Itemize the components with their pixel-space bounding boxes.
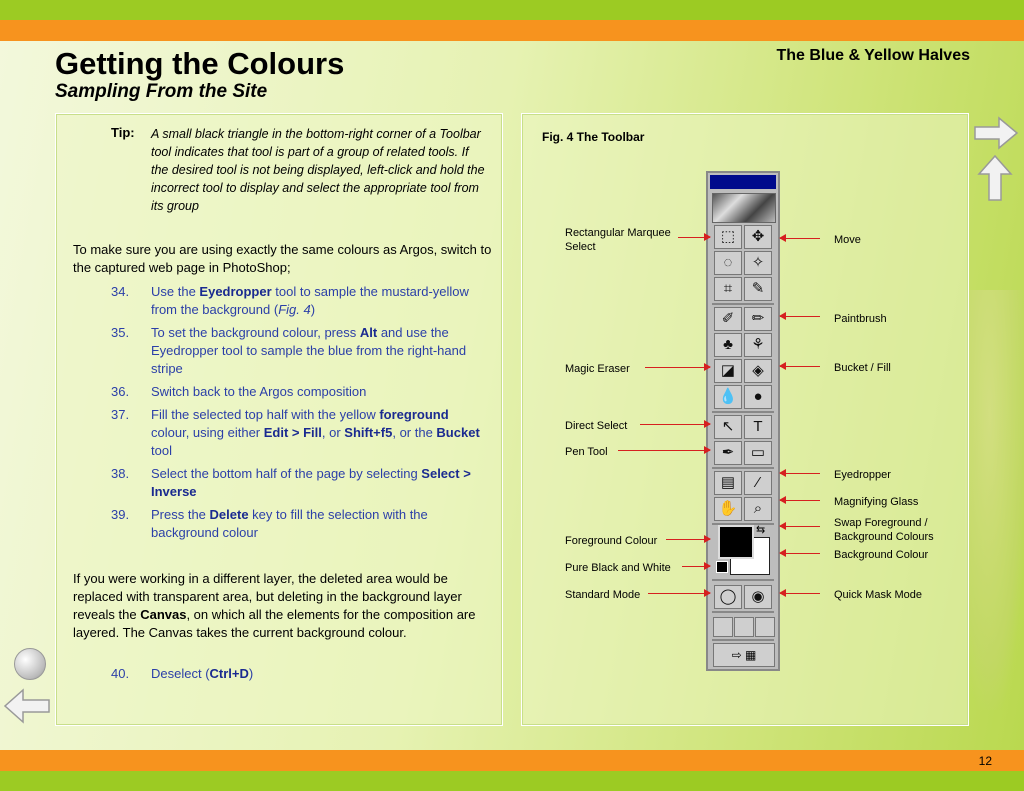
figure-caption: Fig. 4 The Toolbar xyxy=(542,130,645,144)
pointer-arrow xyxy=(780,238,820,239)
bottom-orange-band xyxy=(0,750,1024,771)
label-magic-eraser: Magic Eraser xyxy=(565,363,630,375)
blur-tool-icon: 💧 xyxy=(714,385,742,409)
jump-to-imageready-icon: ⇨ ▦ xyxy=(713,643,775,667)
eyedropper-icon: ⁄ xyxy=(744,471,772,495)
label-background-colour: Background Colour xyxy=(834,549,929,561)
label-magnifying-glass: Magnifying Glass xyxy=(834,496,919,508)
top-green-band xyxy=(0,0,1024,20)
step-text: To set the background colour, press Alt and use the Eyedropper tool to sample the blue from the right-hand stripe xyxy=(151,325,467,376)
healing-brush-icon: ✐ xyxy=(714,307,742,331)
photoshop-toolbar-image xyxy=(706,171,780,671)
pointer-arrow xyxy=(618,450,710,451)
step-text: Deselect (Ctrl+D) xyxy=(151,666,254,681)
tip-label: Tip: xyxy=(111,125,135,140)
history-brush-icon: ⚘ xyxy=(744,333,772,357)
crop-tool-icon: ⌗ xyxy=(714,277,742,301)
step-text: Press the Delete key to fill the selection with the background colour xyxy=(151,507,428,540)
label-direct-select: Direct Select xyxy=(565,420,628,432)
tip-text: A small black triangle in the bottom-right corner of a Toolbar tool indicates that tool is part of a group of related tools. If the desired tool is not being displayed, left-click and hold the incorrect tool to display and select the appropriate tool from its group xyxy=(151,127,485,213)
bottom-green-band xyxy=(0,771,1024,791)
label-pen-tool: Pen Tool xyxy=(565,446,608,458)
foreground-colour-swatch xyxy=(718,525,754,559)
step-number: 35. xyxy=(111,325,130,340)
hand-tool-icon: ✋ xyxy=(714,497,742,521)
step-number: 34. xyxy=(111,284,130,299)
home-circle-icon[interactable] xyxy=(14,648,46,680)
pointer-arrow xyxy=(645,367,710,368)
move-tool-icon: ✥ xyxy=(744,225,772,249)
pointer-arrow xyxy=(780,526,820,527)
label-rectangular-marquee: Rectangular Marquee Select xyxy=(565,227,671,253)
pointer-arrow xyxy=(780,553,820,554)
dodge-tool-icon: ● xyxy=(744,385,772,409)
screen-mode-1-icon xyxy=(713,617,733,637)
step-text: Switch back to the Argos composition xyxy=(151,384,367,399)
stamp-tool-icon: ♣ xyxy=(714,333,742,357)
outro-paragraph: If you were working in a different layer, the deleted area would be replaced with transparent area, but deleting in the background layer reveals the Canvas, on which all the elements for the composition are layered. The Canvas takes the current background colour. xyxy=(73,571,476,640)
lasso-tool-icon: ◌ xyxy=(714,251,742,275)
direct-select-icon: ↖ xyxy=(714,415,742,439)
label-swap-colours: Swap Foreground / Background Colours xyxy=(834,517,934,543)
magic-wand-icon: ✧ xyxy=(744,251,772,275)
shape-tool-icon: ▭ xyxy=(744,441,772,465)
bucket-tool-icon: ◈ xyxy=(744,359,772,383)
step-text: Fill the selected top half with the yellow foreground colour, using either Edit > Fill, or Shift+f5, or the Bucket tool xyxy=(151,407,480,458)
label-pure-black-white: Pure Black and White xyxy=(565,562,671,574)
pointer-arrow xyxy=(678,237,710,238)
pointer-arrow xyxy=(682,566,710,567)
eraser-tool-icon: ◪ xyxy=(714,359,742,383)
swap-colours-icon: ⇆ xyxy=(756,524,766,536)
top-orange-band xyxy=(0,20,1024,41)
label-eyedropper: Eyedropper xyxy=(834,469,891,481)
page-title: Getting the Colours xyxy=(55,46,345,81)
page-subtitle: Sampling From the Site xyxy=(55,81,268,102)
pointer-arrow xyxy=(780,593,820,594)
background-photo-child xyxy=(965,290,1024,710)
screen-mode-2-icon xyxy=(734,617,754,637)
standard-mode-icon: ◯ xyxy=(714,585,742,609)
magnifying-glass-icon: ⌕ xyxy=(744,497,772,521)
step-number: 40. xyxy=(111,666,130,681)
label-quick-mask: Quick Mask Mode xyxy=(834,589,923,601)
page-number: 12 xyxy=(978,754,992,768)
pen-tool-icon: ✒ xyxy=(714,441,742,465)
step-number: 38. xyxy=(111,466,130,481)
label-bucket-fill: Bucket / Fill xyxy=(834,362,891,374)
intro-paragraph: To make sure you are using exactly the same colours as Argos, switch to the captured web page in PhotoShop; xyxy=(73,242,492,275)
step-text: Use the Eyedropper tool to sample the mustard-yellow from the background (Fig. 4) xyxy=(151,284,469,317)
step-text: Select the bottom half of the page by selecting Select > Inverse xyxy=(151,466,471,499)
step-number: 36. xyxy=(111,384,130,399)
default-colours-icon xyxy=(716,561,728,573)
section-title: The Blue & Yellow Halves xyxy=(776,47,970,64)
type-tool-icon: T xyxy=(744,415,772,439)
up-arrow-icon[interactable] xyxy=(977,154,1013,202)
step-number: 39. xyxy=(111,507,130,522)
pointer-arrow xyxy=(648,593,710,594)
toolbar-logo xyxy=(712,193,776,223)
notes-tool-icon: ▤ xyxy=(714,471,742,495)
label-move: Move xyxy=(834,234,861,246)
slice-tool-icon: ✎ xyxy=(744,277,772,301)
toolbar-titlebar xyxy=(710,175,776,189)
label-foreground-colour: Foreground Colour xyxy=(565,535,658,547)
paintbrush-icon: ✏ xyxy=(744,307,772,331)
pointer-arrow xyxy=(666,539,710,540)
back-arrow-icon[interactable] xyxy=(3,688,51,724)
quick-mask-icon: ◉ xyxy=(744,585,772,609)
label-paintbrush: Paintbrush xyxy=(834,313,887,325)
pointer-arrow xyxy=(640,424,710,425)
step-number: 37. xyxy=(111,407,130,422)
pointer-arrow xyxy=(780,316,820,317)
pointer-arrow xyxy=(780,366,820,367)
screen-mode-3-icon xyxy=(755,617,775,637)
pointer-arrow xyxy=(780,500,820,501)
next-arrow-icon[interactable] xyxy=(973,116,1019,150)
marquee-tool-icon: ⬚ xyxy=(714,225,742,249)
pointer-arrow xyxy=(780,473,820,474)
label-standard-mode: Standard Mode xyxy=(565,589,641,601)
